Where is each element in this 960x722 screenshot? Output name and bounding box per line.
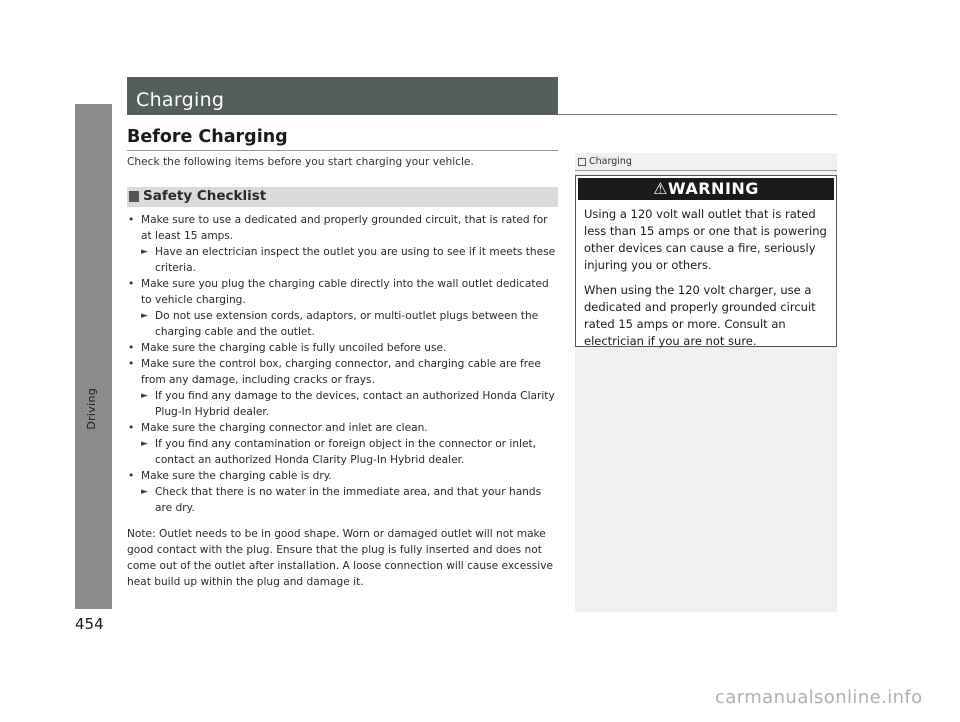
note-paragraph: Note: Outlet needs to be in good shape. Worn or damaged outlet will not make good contact with the plug. Ensure that the plug is fully inserted and does not come out of the outlet after installation. A loose connection will cause excessive heat build up within the plug and damage it. xyxy=(127,528,554,588)
arrow-icon: ► xyxy=(141,439,148,449)
list-item: • Make sure the charging cable is fully uncoiled before use. xyxy=(127,340,559,356)
checklist-body xyxy=(127,212,559,601)
warning-header xyxy=(578,178,834,200)
warning-paragraph: When using the 120 volt charger, use a dedicated and properly grounded circuit rated 15 amps or more. Consult an electrician if you are not sure. xyxy=(584,283,816,348)
list-item: • Make sure the charging connector and inlet are clean. xyxy=(127,420,559,436)
reference-rule xyxy=(575,170,837,171)
header-rule xyxy=(558,114,837,115)
page-title: Charging xyxy=(136,89,225,111)
chapter-tab-label: Driving xyxy=(85,388,98,430)
list-item: • Make sure you plug the charging cable directly into the wall outlet dedicated to vehicle charging. xyxy=(127,276,559,308)
section-intro: Check the following items before you start charging your vehicle. xyxy=(127,156,474,168)
page-number: 454 xyxy=(75,615,104,633)
section-rule xyxy=(127,150,558,151)
list-subitem xyxy=(127,388,559,420)
list-subitem-text: Have an electrician inspect the outlet you are using to see if it meets these criteria. xyxy=(155,246,556,274)
reference-icon xyxy=(578,158,586,166)
warning-title: WARNING xyxy=(667,179,759,198)
arrow-icon: ► xyxy=(141,487,148,497)
warning-paragraph: Using a 120 volt wall outlet that is rated less than 15 amps or one that is powering other devices can cause a fire, seriously injuring you or others. xyxy=(584,207,827,272)
list-subitem xyxy=(127,484,559,516)
list-subitem-text: If you find any contamination or foreign object in the connector or inlet, contact an authorized Honda Clarity Plug-In Hybrid dealer. xyxy=(155,438,537,466)
subsection-title: Safety Checklist xyxy=(143,188,267,204)
reference-label xyxy=(578,156,632,167)
watermark: carmanualsonline.info xyxy=(715,687,923,708)
list-subitem-text: If you find any damage to the devices, contact an authorized Honda Clarity Plug-In Hybrid dealer. xyxy=(155,390,555,418)
warning-icon: ⚠ xyxy=(653,179,668,198)
section-title: Before Charging xyxy=(127,127,288,147)
warning-text xyxy=(584,206,834,358)
list-item: • Make sure the charging cable is dry. xyxy=(127,468,559,484)
arrow-icon: ► xyxy=(141,247,148,257)
list-subitem-text: Do not use extension cords, adaptors, or multi-outlet plugs between the charging cable and the outlet. xyxy=(155,310,539,338)
list-subitem xyxy=(127,436,559,468)
list-subitem-text: Check that there is no water in the immediate area, and that your hands are dry. xyxy=(155,486,542,514)
arrow-icon: ► xyxy=(141,391,148,401)
reference-label-text: Charging xyxy=(589,156,632,167)
list-subitem xyxy=(127,244,559,276)
square-bullet-icon xyxy=(129,191,139,202)
list-item: • Make sure to use a dedicated and properly grounded circuit, that is rated for at least 15 amps. xyxy=(127,212,559,244)
chapter-tab xyxy=(75,104,112,609)
list-item: • Make sure the control box, charging connector, and charging cable are free from any damage, including cracks or frays. xyxy=(127,356,559,388)
list-subitem xyxy=(127,308,559,340)
warning-box xyxy=(575,175,837,347)
arrow-icon: ► xyxy=(141,311,148,321)
